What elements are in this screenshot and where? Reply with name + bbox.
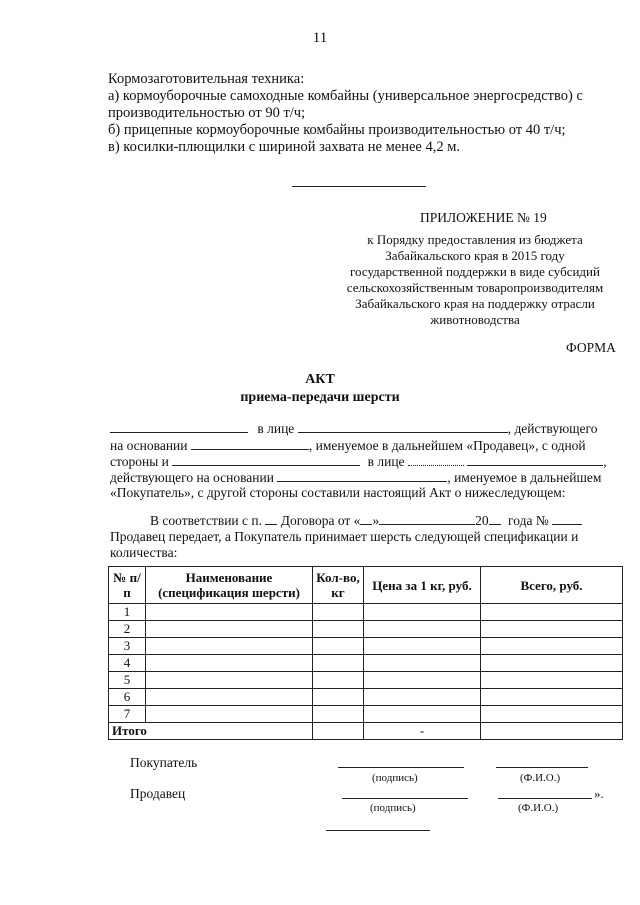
total-qty[interactable] bbox=[313, 723, 364, 740]
text-side-and: стороны и bbox=[110, 454, 169, 469]
contract-year-blank[interactable] bbox=[489, 512, 501, 525]
cell-name[interactable] bbox=[146, 655, 313, 672]
cell-total[interactable] bbox=[481, 706, 623, 723]
text-named-seller: , именуемое в дальнейшем «Продавец», с одной bbox=[308, 438, 586, 453]
buyer-signature-line[interactable] bbox=[338, 767, 464, 768]
seller-representative-blank[interactable] bbox=[298, 420, 508, 433]
cell-price[interactable] bbox=[364, 604, 481, 621]
buyer-basis-blank[interactable] bbox=[277, 469, 447, 482]
total-price-dash: - bbox=[364, 723, 481, 740]
cell-qty[interactable] bbox=[313, 672, 364, 689]
text-in-person-2: в лице bbox=[367, 454, 405, 469]
row-number: 4 bbox=[109, 655, 146, 672]
cell-qty[interactable] bbox=[313, 706, 364, 723]
col-header-price: Цена за 1 кг, руб. bbox=[364, 567, 481, 604]
col-header-qty: Кол-во, кг bbox=[313, 567, 364, 604]
text-quote-close: » bbox=[372, 513, 380, 528]
cell-total[interactable] bbox=[481, 638, 623, 655]
cell-name[interactable] bbox=[146, 689, 313, 706]
text-acting-basis: действующего на основании bbox=[110, 470, 274, 485]
row-number: 2 bbox=[109, 621, 146, 638]
row-number: 3 bbox=[109, 638, 146, 655]
row-number: 6 bbox=[109, 689, 146, 706]
act-title: АКТ bbox=[305, 372, 335, 387]
buyer-label: Покупатель bbox=[130, 755, 198, 770]
cell-price[interactable] bbox=[364, 655, 481, 672]
cell-price[interactable] bbox=[364, 689, 481, 706]
buyer-signature-caption: (подпись) bbox=[372, 772, 418, 784]
buyer-fio-caption: (Ф.И.О.) bbox=[520, 772, 561, 784]
col-header-name: Наименование (спецификация шерсти) bbox=[146, 567, 313, 604]
cell-qty[interactable] bbox=[313, 638, 364, 655]
parties-line-4 bbox=[110, 469, 610, 486]
specification-table bbox=[108, 566, 623, 740]
contract-day-blank[interactable] bbox=[360, 512, 372, 525]
total-sum[interactable] bbox=[481, 723, 623, 740]
text-named-buyer: , именуемое в дальнейшем bbox=[447, 470, 602, 485]
table-row bbox=[109, 638, 623, 655]
contract-number-blank[interactable] bbox=[552, 512, 582, 525]
table-row bbox=[109, 706, 623, 723]
row-number: 7 bbox=[109, 706, 146, 723]
text-comma: , bbox=[603, 454, 607, 469]
appendix-title: ПРИЛОЖЕНИЕ № 19 bbox=[420, 210, 547, 225]
seller-label: Продавец bbox=[130, 786, 186, 801]
buyer-name-blank[interactable] bbox=[172, 453, 360, 466]
cell-total[interactable] bbox=[481, 689, 623, 706]
appendix-line: государственной поддержки в виде субсидий bbox=[350, 264, 600, 279]
cell-total[interactable] bbox=[481, 655, 623, 672]
table-row bbox=[109, 689, 623, 706]
cell-name[interactable] bbox=[146, 621, 313, 638]
seller-name-blank[interactable] bbox=[110, 420, 248, 433]
cell-name[interactable] bbox=[146, 604, 313, 621]
cell-total[interactable] bbox=[481, 672, 623, 689]
appendix-line: Забайкальского края на поддержку отрасли bbox=[355, 296, 595, 311]
seller-end-dot: ». bbox=[594, 786, 604, 801]
clause-number-blank[interactable] bbox=[265, 512, 277, 525]
cell-qty[interactable] bbox=[313, 689, 364, 706]
cell-qty[interactable] bbox=[313, 655, 364, 672]
text-year-number: года № bbox=[508, 513, 549, 528]
seller-signature-caption: (подпись) bbox=[370, 802, 416, 814]
text-acting: , действующего bbox=[507, 421, 598, 436]
buyer-rep-blank-b[interactable] bbox=[467, 453, 603, 466]
cell-price[interactable] bbox=[364, 638, 481, 655]
cell-price[interactable] bbox=[364, 621, 481, 638]
act-subtitle: приема-передачи шерсти bbox=[240, 390, 400, 405]
cell-qty[interactable] bbox=[313, 604, 364, 621]
agreement-line-3: количества: bbox=[110, 545, 178, 560]
table-total-row bbox=[109, 723, 623, 740]
parties-line-5: «Покупатель», с другой стороны составили настоящий Акт о нижеследующем: bbox=[110, 485, 566, 500]
text-in-person: в лице bbox=[257, 421, 295, 436]
intro-item-a-line1: а) кормоуборочные самоходные комбайны (универсальное энергосредство) с bbox=[108, 88, 583, 104]
text-contract-from: Договора от « bbox=[280, 513, 361, 528]
parties-line-2 bbox=[110, 437, 610, 454]
cell-total[interactable] bbox=[481, 604, 623, 621]
parties-line-3 bbox=[110, 453, 610, 470]
form-label: ФОРМА bbox=[566, 340, 616, 355]
cell-total[interactable] bbox=[481, 621, 623, 638]
cell-name[interactable] bbox=[146, 706, 313, 723]
text-basis: на основании bbox=[110, 438, 188, 453]
appendix-line: сельскохозяйственным товаропроизводителям bbox=[346, 280, 604, 295]
total-label: Итого bbox=[109, 723, 313, 740]
seller-signature-line[interactable] bbox=[342, 798, 468, 799]
contract-month-blank[interactable] bbox=[379, 512, 475, 525]
intro-item-b: б) прицепные кормоуборочные комбайны производительностью от 40 т/ч; bbox=[108, 122, 566, 138]
cell-price[interactable] bbox=[364, 672, 481, 689]
table-header-row bbox=[109, 567, 623, 604]
appendix-text bbox=[340, 232, 610, 328]
table-row bbox=[109, 621, 623, 638]
col-header-total: Всего, руб. bbox=[481, 567, 623, 604]
buyer-fio-line[interactable] bbox=[496, 767, 588, 768]
row-number: 5 bbox=[109, 672, 146, 689]
page-number: 11 bbox=[312, 30, 328, 46]
seller-fio-line[interactable] bbox=[498, 798, 592, 799]
agreement-line-1 bbox=[150, 512, 610, 529]
row-number: 1 bbox=[109, 604, 146, 621]
table-row bbox=[109, 655, 623, 672]
intro-item-c: в) косилки-плющилки с шириной захвата не менее 4,2 м. bbox=[108, 139, 461, 155]
cell-name[interactable] bbox=[146, 672, 313, 689]
end-divider bbox=[326, 830, 430, 831]
seller-fio-caption: (Ф.И.О.) bbox=[518, 802, 559, 814]
section-divider bbox=[292, 186, 426, 187]
col-header-number: № п/п bbox=[109, 567, 146, 604]
cell-name[interactable] bbox=[146, 638, 313, 655]
intro-item-a-line2: производительностью от 90 т/ч; bbox=[108, 105, 306, 121]
appendix-line: к Порядку предоставления из бюджета bbox=[367, 232, 583, 247]
cell-qty[interactable] bbox=[313, 621, 364, 638]
appendix-line: животноводства bbox=[430, 312, 520, 327]
text-year-prefix: 20 bbox=[475, 513, 489, 528]
text-per-clause: В соответствии с п. bbox=[150, 513, 263, 528]
table-row bbox=[109, 604, 623, 621]
buyer-rep-blank-a[interactable] bbox=[408, 453, 464, 466]
seller-basis-blank[interactable] bbox=[191, 437, 309, 450]
cell-price[interactable] bbox=[364, 706, 481, 723]
appendix-line: Забайкальского края в 2015 году bbox=[385, 248, 565, 263]
agreement-line-2: Продавец передает, а Покупатель принимает шерсть следующей спецификации и bbox=[110, 529, 579, 544]
intro-heading: Кормозаготовительная техника: bbox=[108, 71, 305, 87]
parties-line-1 bbox=[110, 420, 610, 437]
table-row bbox=[109, 672, 623, 689]
